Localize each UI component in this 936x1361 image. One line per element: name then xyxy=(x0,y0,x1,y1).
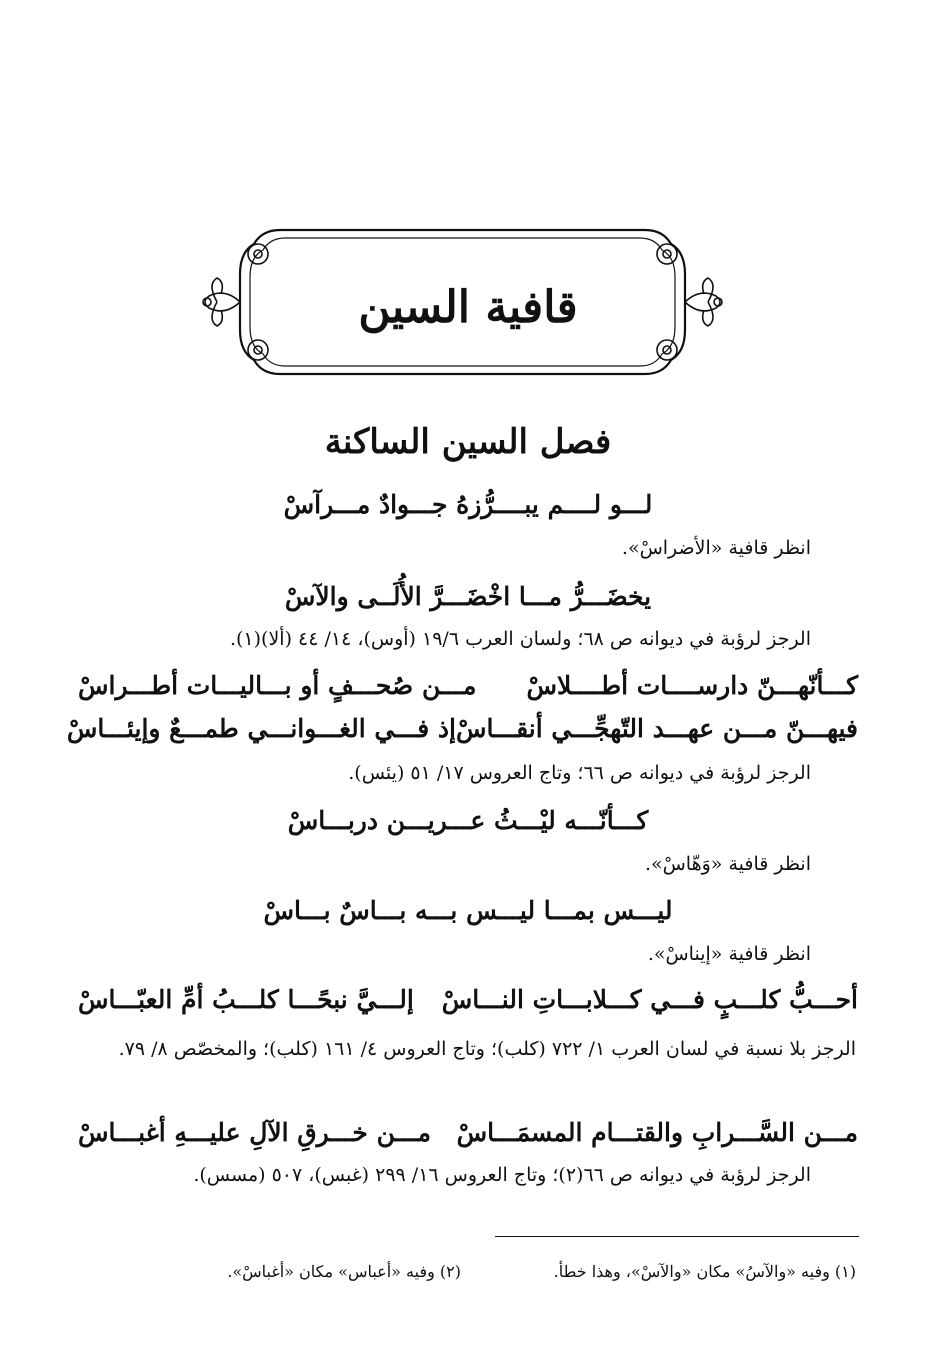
verse-note: انظر قافية «وَهّاسْ». xyxy=(644,853,811,875)
verse-note: انظر قافية «الأضراسْ». xyxy=(621,537,811,559)
verse-line: ليـــس بمـــا ليـــس بـــه بـــاسٌ بـــاسْ xyxy=(263,896,673,925)
couplet-line xyxy=(78,1118,858,1147)
verse-note: الرجز بلا نسبة في لسان العرب ١/ ٧٢٢ (كلب)؛ وتاج العروس ٤/ ١٦١ (كلب)؛ والمخصّص ٨/ ٧٩. xyxy=(118,1038,856,1060)
verse-line: لـــو لــــم يبــــرُّزهُ جـــوادٌ مـــرآسْ xyxy=(283,490,653,519)
section-heading: فصل السين الساكنة xyxy=(324,422,612,462)
hemistich-second: مـــن خـــرقِ الآلِ عليـــهِ أغبـــاسْ xyxy=(78,1118,431,1147)
footnote-separator xyxy=(495,1236,859,1237)
verse-note: الرجز لرؤبة في ديوانه ص ٦٦؛ وتاج العروس ١٧/ ٥١ (يئس). xyxy=(348,762,811,784)
couplet-line xyxy=(78,985,858,1014)
hemistich-second: إذ فـــي الغـــوانـــي طمـــعٌ وإيئـــاسْ xyxy=(66,714,456,743)
rhyme-title: قافية السين xyxy=(358,282,578,333)
verse-line: كـــأنّـــه ليْـــثُ عـــريـــن دربـــاسْ xyxy=(287,806,649,835)
verse-line: يخضَـــرُّ مـــا اخْضَـــرَّ الأُلَــى والآسْ xyxy=(284,582,652,611)
hemistich-first: مـــن السَّـــرابِ والقتـــام المسمَـــاسْ xyxy=(456,1118,858,1147)
hemistich-first: فيهـــنّ مـــن عهـــد التّهجِّـــي أنقـــاسْ xyxy=(455,714,858,743)
hemistich-second: إلـــيَّ نبحًـــا كلـــبُ أمِّ العبّـــاسْ xyxy=(78,985,414,1014)
couplet-line xyxy=(66,714,858,743)
verse-note: انظر قافية «إيناسْ». xyxy=(647,943,811,965)
hemistich-second: مـــن صُحـــفٍ أو بـــاليـــات أطـــراسْ xyxy=(78,671,477,700)
couplet-line xyxy=(78,671,858,700)
verse-note: الرجز لرؤبة في ديوانه ص ٦٨؛ ولسان العرب ١٩/٦ (أوس)، ١٤/ ٤٤ (ألا)(١). xyxy=(229,628,811,650)
footnote: (١) وفيه «والآسُ» مكان «والآسْ»، وهذا خطأ. xyxy=(553,1262,856,1281)
footnote: (٢) وفيه «أعباس» مكان «أغباسْ». xyxy=(227,1262,461,1281)
hemistich-first: أحـــبُّ كلـــبٍ فـــي كـــلابـــاتِ النـــاسْ xyxy=(441,985,858,1014)
verse-note: الرجز لرؤبة في ديوانه ص ٦٦(٢)؛ وتاج العروس ١٦/ ٢٩٩ (غبس)، ٥٠٧ (مسس). xyxy=(193,1164,811,1186)
hemistich-first: كـــأنّهـــنّ دارســــات أطــــلاسْ xyxy=(526,671,858,700)
